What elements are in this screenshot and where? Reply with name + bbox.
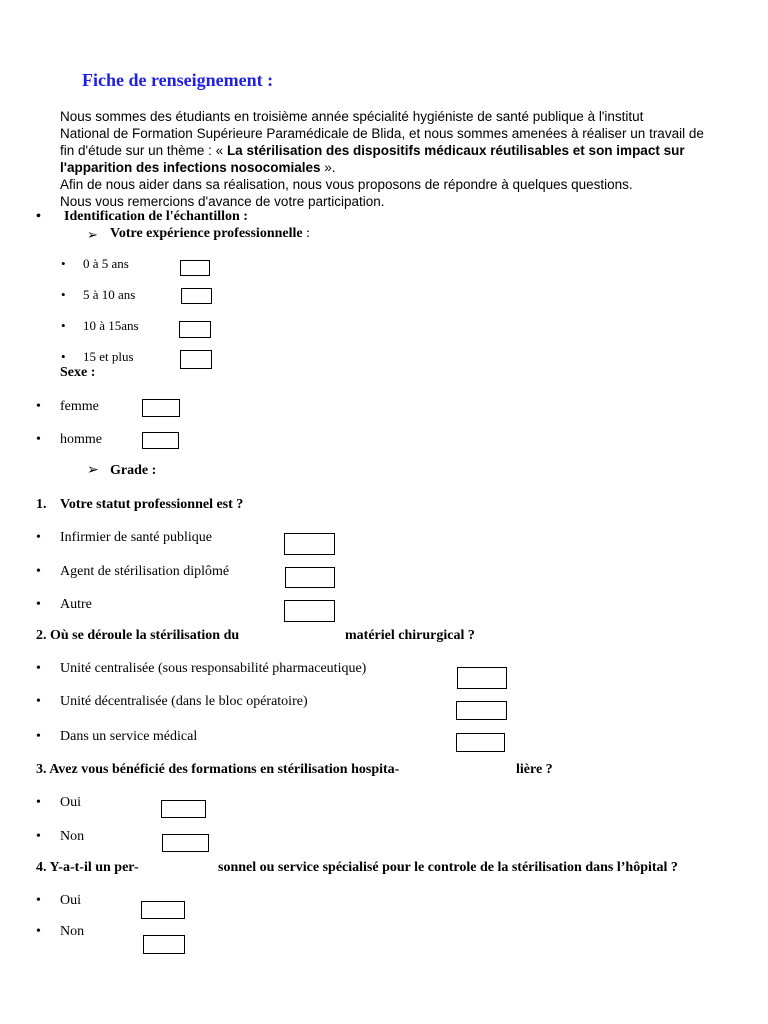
q4-option-oui: Oui xyxy=(60,893,81,908)
checkbox-experience-15-plus[interactable] xyxy=(180,350,212,369)
experience-option-5-10: 5 à 10 ans xyxy=(83,287,136,302)
q3-question-part2: lière ? xyxy=(516,762,553,777)
experience-option-10-15: 10 à 15ans xyxy=(83,318,139,333)
q4-question-part2: sonnel ou service spécialisé pour le controle de la stérilisation dans l’hôpital ? xyxy=(218,860,678,875)
experience-label: Votre expérience professionnelle : xyxy=(110,226,310,241)
bullet: • xyxy=(36,209,41,224)
intro-line-4: l'apparition des infections nosocomiales ». xyxy=(60,160,336,175)
q3-question-part1: 3. Avez vous bénéficié des formations en stérilisation hospita- xyxy=(36,762,400,777)
bullet: • xyxy=(36,399,41,414)
q3-option-non: Non xyxy=(60,829,85,844)
checkbox-homme[interactable] xyxy=(142,432,179,449)
q2-question-part1: 2. Où se déroule la stérilisation du xyxy=(36,628,240,643)
bullet: • xyxy=(36,530,41,545)
checkbox-experience-5-10[interactable] xyxy=(181,288,212,304)
intro-line-5: Afin de nous aider dans sa réalisation, nous vous proposons de répondre à quelques questions. xyxy=(60,177,633,192)
q4-option-non: Non xyxy=(60,924,85,939)
bullet: • xyxy=(36,432,41,447)
checkbox-centralisee[interactable] xyxy=(457,667,507,689)
bullet: • xyxy=(36,924,41,939)
q4-question-part1: 4. Y-a-t-il un per- xyxy=(36,860,139,875)
grade-label: Grade : xyxy=(110,463,157,478)
bullet: • xyxy=(61,287,66,302)
checkbox-autre[interactable] xyxy=(284,600,335,622)
intro-line-6: Nous vous remercions d'avance de votre participation. xyxy=(60,194,385,209)
identification-heading: Identification de l'échantillon : xyxy=(64,209,248,224)
q1-number: 1. xyxy=(36,497,47,512)
q1-question: Votre statut professionnel est ? xyxy=(60,497,244,512)
checkbox-q4-oui[interactable] xyxy=(141,901,185,919)
q2-question-part2: matériel chirurgical ? xyxy=(345,628,475,643)
q1-option-autre: Autre xyxy=(60,597,92,612)
bullet: • xyxy=(36,729,41,744)
q2-option-service-medical: Dans un service médical xyxy=(60,729,198,744)
sexe-option-homme: homme xyxy=(60,432,102,447)
experience-option-15-plus: 15 et plus xyxy=(83,349,134,364)
checkbox-agent[interactable] xyxy=(285,567,335,588)
q2-option-centralisee: Unité centralisée (sous responsabilité pharmaceutique) xyxy=(60,661,367,676)
bullet: • xyxy=(61,349,66,364)
checkbox-decentralisee[interactable] xyxy=(456,701,507,720)
intro-line-3: fin d'étude sur un thème : « La stérilisation des dispositifs médicaux réutilisables et son impact sur xyxy=(60,143,685,158)
bullet: • xyxy=(61,256,66,271)
bullet: • xyxy=(36,661,41,676)
experience-option-0-5: 0 à 5 ans xyxy=(83,256,129,271)
arrow-icon: ➢ xyxy=(87,227,98,242)
checkbox-q3-non[interactable] xyxy=(162,834,209,852)
bullet: • xyxy=(36,564,41,579)
q1-option-agent: Agent de stérilisation diplômé xyxy=(60,564,230,579)
page-title: Fiche de renseignement : xyxy=(82,70,274,90)
bullet: • xyxy=(36,829,41,844)
bullet: • xyxy=(36,597,41,612)
bullet: • xyxy=(61,318,66,333)
sexe-label: Sexe : xyxy=(60,365,96,380)
bullet: • xyxy=(36,893,41,908)
sexe-option-femme: femme xyxy=(60,399,99,414)
q3-option-oui: Oui xyxy=(60,795,81,810)
checkbox-experience-0-5[interactable] xyxy=(180,260,210,276)
q1-option-infirmier: Infirmier de santé publique xyxy=(60,530,213,545)
bullet: • xyxy=(36,795,41,810)
checkbox-experience-10-15[interactable] xyxy=(179,321,211,338)
intro-line-1: Nous sommes des étudiants en troisième année spécialité hygiéniste de santé publique à l'institut xyxy=(60,109,644,124)
checkbox-q3-oui[interactable] xyxy=(161,800,206,818)
checkbox-q4-non[interactable] xyxy=(143,935,185,954)
checkbox-service-medical[interactable] xyxy=(456,733,505,752)
arrow-icon: ➢ xyxy=(87,463,99,478)
checkbox-infirmier[interactable] xyxy=(284,533,335,555)
intro-line-2: National de Formation Supérieure Paramédicale de Blida, et nous sommes amenées à réaliser un travail de xyxy=(60,126,704,141)
checkbox-femme[interactable] xyxy=(142,399,180,417)
bullet: • xyxy=(36,694,41,709)
q2-option-decentralisee: Unité décentralisée (dans le bloc opératoire) xyxy=(60,694,308,709)
